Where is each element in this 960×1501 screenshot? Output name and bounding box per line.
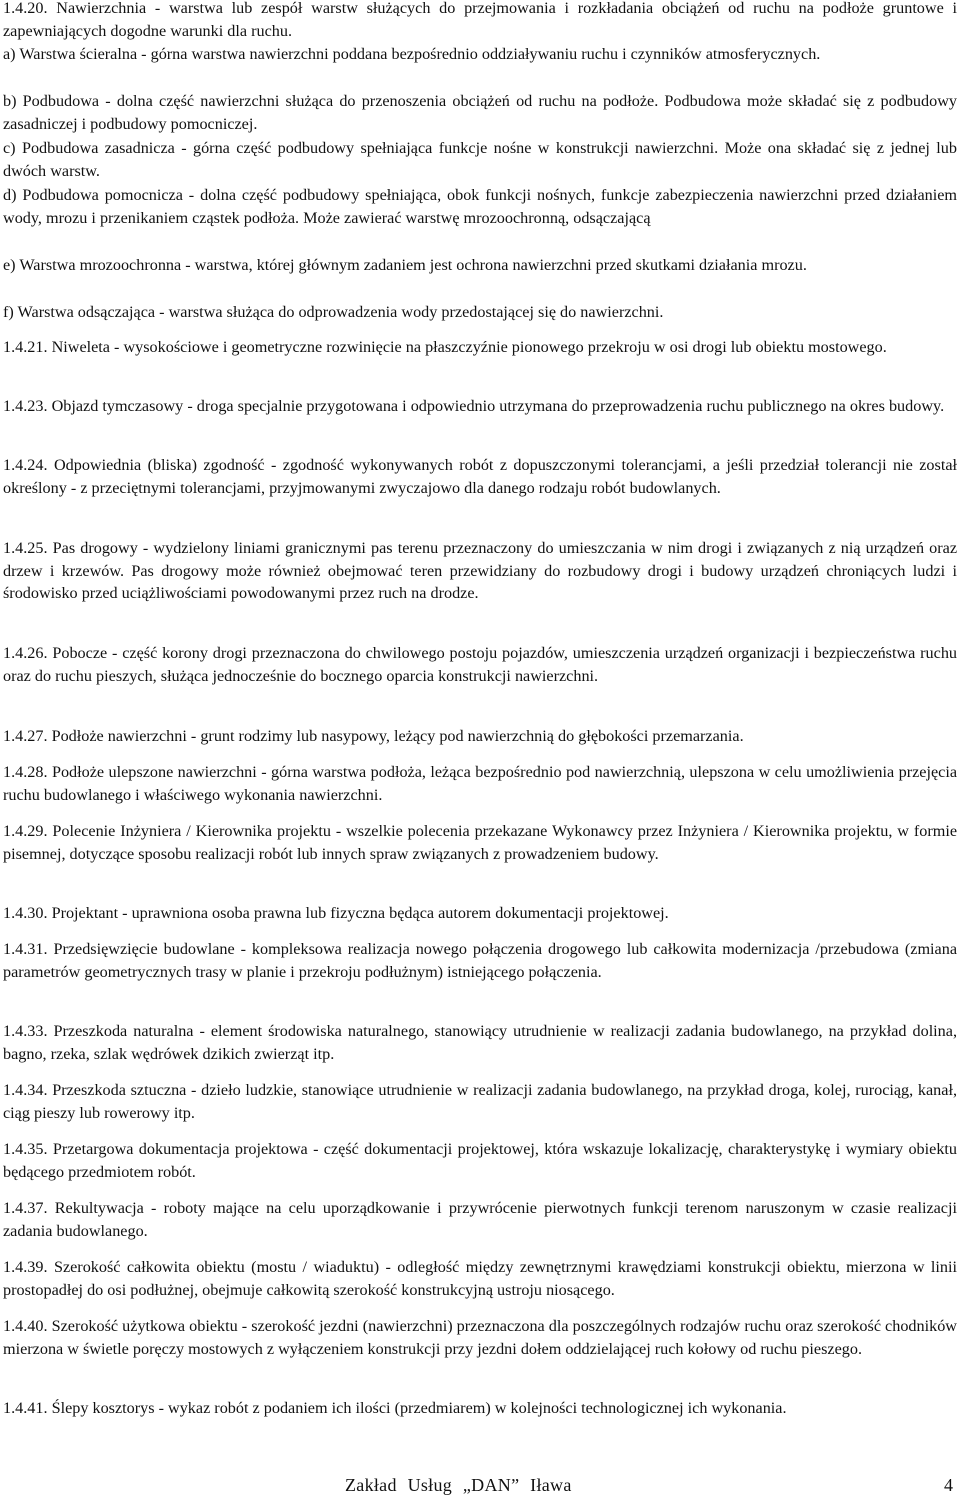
paragraph-1-4-25 xyxy=(3,537,957,605)
paragraph-text: Objazd tymczasowy - droga specjalnie przygotowana i odpowiednio utrzymana do przeprowadzenia ruchu publicznego na okres budowy. xyxy=(51,397,945,415)
paragraph-text: c) Podbudowa zasadnicza - górna część podbudowy spełniająca funkcje nośne w konstrukcji nawierzchni. Może ona składać się z jednej lub dwóch warstw. xyxy=(3,139,957,180)
paragraph-text: Podłoże ulepszone nawierzchni - górna warstwa podłoża, leżąca bezpośrednio pod nawierzchnią, ulepszona w celu umożliwienia przejęcia ruchu budowlanego i właściwego wykonania nawierzchni. xyxy=(3,763,958,804)
paragraph-text: Przetargowa dokumentacja projektowa - część dokumentacji projektowej, która wskazuje lokalizację, charakterystykę i wymiary obiektu będącego przedmiotem robót. xyxy=(3,1140,958,1181)
paragraph-text: Ślepy kosztorys - wykaz robót z podaniem ich ilości (przedmiarem) w kolejności technologicznej ich wykonania. xyxy=(51,1399,787,1417)
section-number: 1.4.40. xyxy=(3,1317,48,1335)
paragraph-1-4-37 xyxy=(3,1197,957,1242)
paragraph-1-4-39 xyxy=(3,1256,957,1301)
paragraph-1-4-34 xyxy=(3,1079,957,1124)
paragraph-text: b) Podbudowa - dolna część nawierzchni służąca do przenoszenia obciążeń od ruchu na podłoże. Podbudowa może składać się z podbudowy zasadniczej i podbudowy pomocniczej. xyxy=(3,92,957,133)
document-page xyxy=(3,0,957,1501)
section-number: 1.4.25. xyxy=(3,539,48,557)
section-number: 1.4.37. xyxy=(3,1199,48,1217)
section-number: 1.4.34. xyxy=(3,1081,48,1099)
paragraph-text: f) Warstwa odsączająca - warstwa służąca do odprowadzenia wody przedostającej się do nawierzchni. xyxy=(3,303,664,321)
paragraph-text: Przeszkoda sztuczna - dzieło ludzkie, stanowiące utrudnienie w realizacji zadania budowlanego, na przykład droga, kolej, rurociąg, kanał, ciąg pieszy lub rowerowy itp. xyxy=(3,1081,957,1122)
paragraph-1-4-40 xyxy=(3,1315,957,1360)
paragraph-text: Nawierzchnia - warstwa lub zespół warstw służących do przejmowania i rozkładania obciążeń od ruchu na podłoże gruntowe i zapewniających dogodne warunki dla ruchu. xyxy=(3,0,958,40)
paragraph-text: Projektant - uprawniona osoba prawna lub fizyczna będąca autorem dokumentacji projektowej. xyxy=(51,904,669,922)
section-number: 1.4.31. xyxy=(3,940,48,958)
section-number: 1.4.33. xyxy=(3,1022,48,1040)
sublist-item-c xyxy=(3,137,957,182)
paragraph-1-4-29 xyxy=(3,820,957,865)
section-number: 1.4.26. xyxy=(3,644,48,662)
section-number: 1.4.20. xyxy=(3,0,48,17)
section-number: 1.4.29. xyxy=(3,822,48,840)
paragraph-text: Polecenie Inżyniera / Kierownika projektu - wszelkie polecenia przekazane Wykonawcy przez Inżyniera / Kierownika projektu, w formie pisemnej, dotyczące sposobu realizacji robót lub innych spraw związanych z prowadzeniem budowy. xyxy=(3,822,958,863)
sublist-item-b xyxy=(3,90,957,135)
paragraph-1-4-26 xyxy=(3,642,957,687)
paragraph-1-4-21 xyxy=(3,336,957,359)
section-number: 1.4.41. xyxy=(3,1399,48,1417)
section-number: 1.4.21. xyxy=(3,338,48,356)
paragraph-text: Pas drogowy - wydzielony liniami granicznymi pas terenu przeznaczony do umieszczania w nim drogi i związanych z nią urządzeń oraz drzew i krzewów. Pas drogowy może również obejmować teren przewidziany do rozbudowy drogi i budowy urządzeń chroniących ludzi i środowisko przed uciążliwościami powodowanymi przez ruch na drodze. xyxy=(3,539,958,603)
page-number: 4 xyxy=(944,1475,953,1495)
paragraph-text: Przedsięwzięcie budowlane - kompleksowa realizacja nowego połączenia drogowego lub całkowita modernizacja /przebudowa (zmiana parametrów geometrycznych trasy w planie i przekroju podłużnym) istniejącego połączenia. xyxy=(3,940,958,981)
paragraph-1-4-31 xyxy=(3,938,957,983)
paragraph-1-4-24 xyxy=(3,454,957,499)
paragraph-text: Przeszkoda naturalna - element środowiska naturalnego, stanowiący utrudnienie w realizacji zadania budowlanego, na przykład dolina, bagno, rzeka, szlak wędrówek dzikich zwierząt itp. xyxy=(3,1022,958,1063)
paragraph-text: Szerokość całkowita obiektu (mostu / wiaduktu) - odległość między zewnętrznymi krawędziami konstrukcji obiektu, mierzona w linii prostopadłej do osi podłużnej, obejmuje całkowitą szerokość konstrukcyjną ustroju niosącego. xyxy=(3,1258,957,1299)
footer-company-name: Zakład Usług „DAN” Iława xyxy=(345,1475,572,1495)
section-number: 1.4.27. xyxy=(3,727,48,745)
paragraph-text: Szerokość użytkowa obiektu - szerokość jezdni (nawierzchni) przeznaczona dla poszczególnych rodzajów ruchu oraz szerokość chodników mierzona w świetle poręczy mostowych z wyłączeniem konstrukcji przy jezdni dołem oddzielającej ruch kołowy od ruchu pieszego. xyxy=(3,1317,957,1358)
paragraph-1-4-23 xyxy=(3,395,957,418)
sublist-item-f xyxy=(3,301,957,324)
sublist-item-d xyxy=(3,184,957,229)
paragraph-1-4-27 xyxy=(3,725,957,748)
paragraph-text: Pobocze - część korony drogi przeznaczona do chwilowego postoju pojazdów, umieszczenia urządzeń organizacji i bezpieczeństwa ruchu oraz do ruchu pieszych, służąca jednocześnie do bocznego oparcia konstrukcji nawierzchni. xyxy=(3,644,958,685)
section-number: 1.4.39. xyxy=(3,1258,48,1276)
paragraph-text: e) Warstwa mrozoochronna - warstwa, której głównym zadaniem jest ochrona nawierzchni przed skutkami działania mrozu. xyxy=(3,256,807,274)
paragraph-text: Niweleta - wysokościowe i geometryczne rozwinięcie na płaszczyźnie pionowego przekroju w osi drogi lub obiektu mostowego. xyxy=(51,338,887,356)
paragraph-text: d) Podbudowa pomocnicza - dolna część podbudowy spełniająca, obok funkcji nośnych, funkcje zabezpieczenia nawierzchni przed działaniem wody, mrozu i przenikaniem cząstek podłoża. Może zawierać warstwę mrozoochronną, odsączającą xyxy=(3,186,957,227)
section-number: 1.4.35. xyxy=(3,1140,48,1158)
paragraph-text: Odpowiednia (bliska) zgodność - zgodność wykonywanych robót z dopuszczonymi tolerancjami, a jeśli przedział tolerancji nie został określony - z przeciętnymi tolerancjami, przyjmowanymi zwyczajowo dla danego rodzaju robót budowlanych. xyxy=(3,456,958,497)
section-number: 1.4.28. xyxy=(3,763,48,781)
sublist-item-a xyxy=(3,43,957,66)
paragraph-1-4-41 xyxy=(3,1397,957,1420)
paragraph-1-4-28 xyxy=(3,761,957,806)
paragraph-1-4-30 xyxy=(3,902,957,925)
paragraph-1-4-35 xyxy=(3,1138,957,1183)
paragraph-text: a) Warstwa ścieralna - górna warstwa nawierzchni poddana bezpośrednio oddziaływaniu ruchu i czynników atmosferycznych. xyxy=(3,45,821,63)
paragraph-1-4-20 xyxy=(3,0,957,42)
paragraph-text: Rekultywacja - roboty mające na celu uporządkowanie i przywrócenie pierwotnych funkcji terenom naruszonym w czasie realizacji zadania budowlanego. xyxy=(3,1199,957,1240)
section-number: 1.4.23. xyxy=(3,397,48,415)
page-footer xyxy=(3,1474,957,1496)
section-number: 1.4.24. xyxy=(3,456,48,474)
section-number: 1.4.30. xyxy=(3,904,48,922)
sublist-item-e xyxy=(3,254,957,277)
paragraph-1-4-33 xyxy=(3,1020,957,1065)
paragraph-text: Podłoże nawierzchni - grunt rodzimy lub nasypowy, leżący pod nawierzchnią do głębokości przemarzania. xyxy=(51,727,744,745)
